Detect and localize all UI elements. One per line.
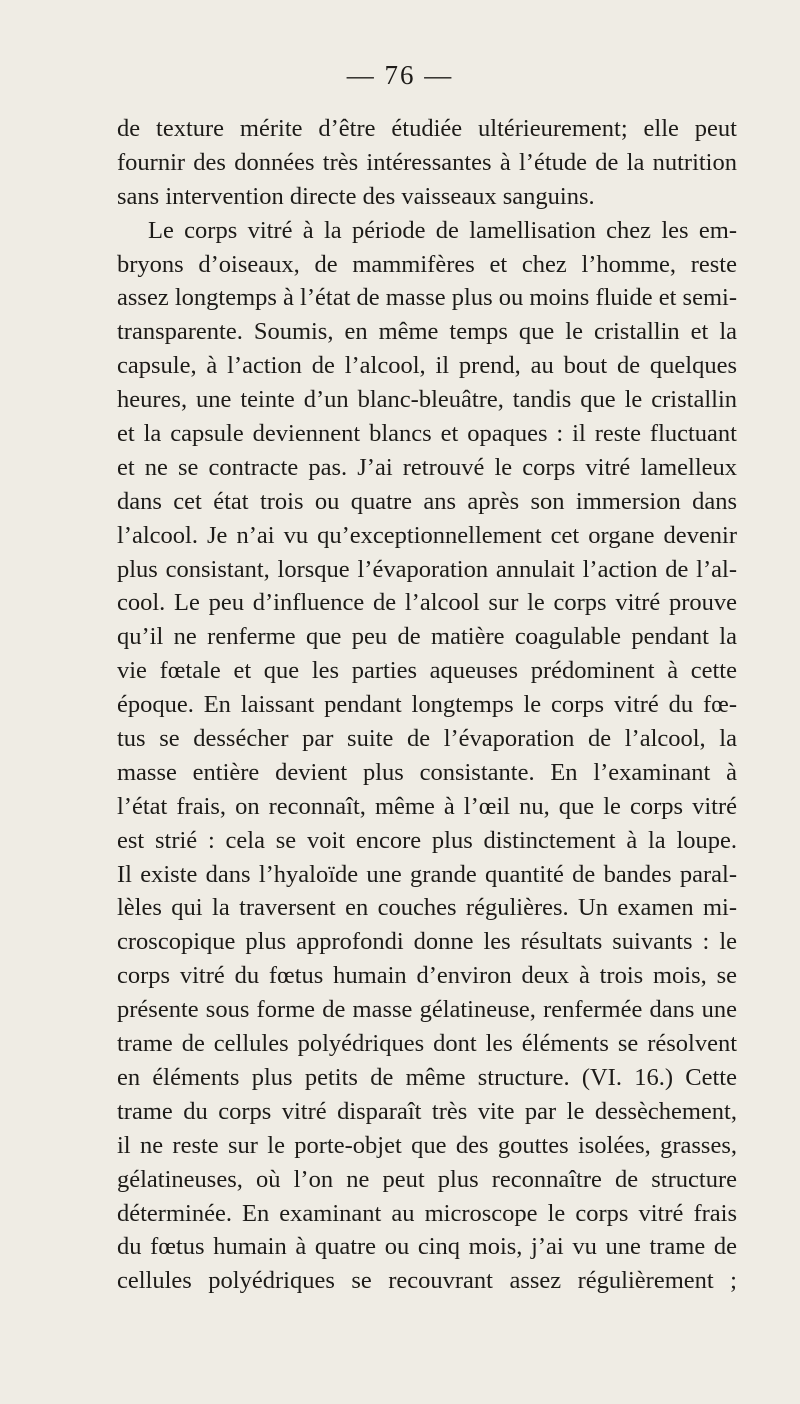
- text-line: trame du corps vitré disparaît très vite par le dessèchement,: [117, 1097, 737, 1125]
- text-line: trame de cellules polyédriques dont les éléments se résolvent: [117, 1030, 737, 1058]
- text-line: est strié : cela se voit encore plus distinctement à la loupe.: [117, 826, 737, 854]
- text-line: assez longtemps à l’état de masse plus ou moins fluide et semi-: [117, 284, 737, 312]
- paragraph-start-line: Le corps vitré à la période de lamellisation chez les em-: [148, 216, 737, 244]
- text-line: l’état frais, on reconnaît, même à l’œil nu, que le corps vitré: [117, 792, 737, 820]
- text-line: l’alcool. Je n’ai vu qu’exceptionnellement cet organe devenir: [117, 521, 737, 549]
- text-line: bryons d’oiseaux, de mammifères et chez l’homme, reste: [117, 250, 737, 278]
- text-line: du fœtus humain à quatre ou cinq mois, j’ai vu une trame de: [117, 1233, 737, 1261]
- text-line: gélatineuses, où l’on ne peut plus reconnaître de structure: [117, 1165, 737, 1193]
- text-line: corps vitré du fœtus humain d’environ deux à trois mois, se: [117, 962, 737, 990]
- text-line: masse entière devient plus consistante. En l’examinant à: [117, 758, 737, 786]
- body-text: [117, 112, 737, 1298]
- text-line: qu’il ne renferme que peu de matière coagulable pendant la: [117, 623, 737, 651]
- text-line: et la capsule deviennent blancs et opaques : il reste fluctuant: [117, 420, 737, 448]
- text-line: cool. Le peu d’influence de l’alcool sur le corps vitré prouve: [117, 589, 737, 617]
- text-line: transparente. Soumis, en même temps que le cristallin et la: [117, 318, 737, 346]
- text-line: heures, une teinte d’un blanc-bleuâtre, tandis que le cristallin: [117, 386, 737, 414]
- text-line: époque. En laissant pendant longtemps le corps vitré du fœ-: [117, 691, 737, 719]
- text-line: tus se dessécher par suite de l’évaporation de l’alcool, la: [117, 725, 737, 753]
- text-line: plus consistant, lorsque l’évaporation annulait l’action de l’al-: [117, 555, 737, 583]
- text-line: présente sous forme de masse gélatineuse, renfermée dans une: [117, 996, 737, 1024]
- text-line: sans intervention directe des vaisseaux sanguins.: [117, 182, 595, 210]
- text-line: lèles qui la traversent en couches régulières. Un examen mi-: [117, 894, 737, 922]
- text-line: en éléments plus petits de même structure. (VI. 16.) Cette: [117, 1063, 737, 1091]
- text-line: Il existe dans l’hyaloïde une grande quantité de bandes paral-: [117, 860, 737, 888]
- text-line: il ne reste sur le porte-objet que des gouttes isolées, grasses,: [117, 1131, 737, 1159]
- text-line: déterminée. En examinant au microscope le corps vitré frais: [117, 1199, 737, 1227]
- page-number: — 76 —: [346, 60, 454, 90]
- text-line: cellules polyédriques se recouvrant assez régulièrement ;: [117, 1267, 737, 1295]
- text-line: fournir des données très intéressantes à l’étude de la nutrition: [117, 148, 737, 176]
- text-line: croscopique plus approfondi donne les résultats suivants : le: [117, 928, 737, 956]
- text-line: de texture mérite d’être étudiée ultérieurement; elle peut: [117, 115, 737, 142]
- text-line: vie fœtale et que les parties aqueuses prédominent à cette: [117, 657, 737, 685]
- text-line: capsule, à l’action de l’alcool, il prend, au bout de quelques: [117, 352, 737, 380]
- text-line: et ne se contracte pas. J’ai retrouvé le corps vitré lamelleux: [117, 453, 737, 481]
- text-line: dans cet état trois ou quatre ans après son immersion dans: [117, 487, 737, 515]
